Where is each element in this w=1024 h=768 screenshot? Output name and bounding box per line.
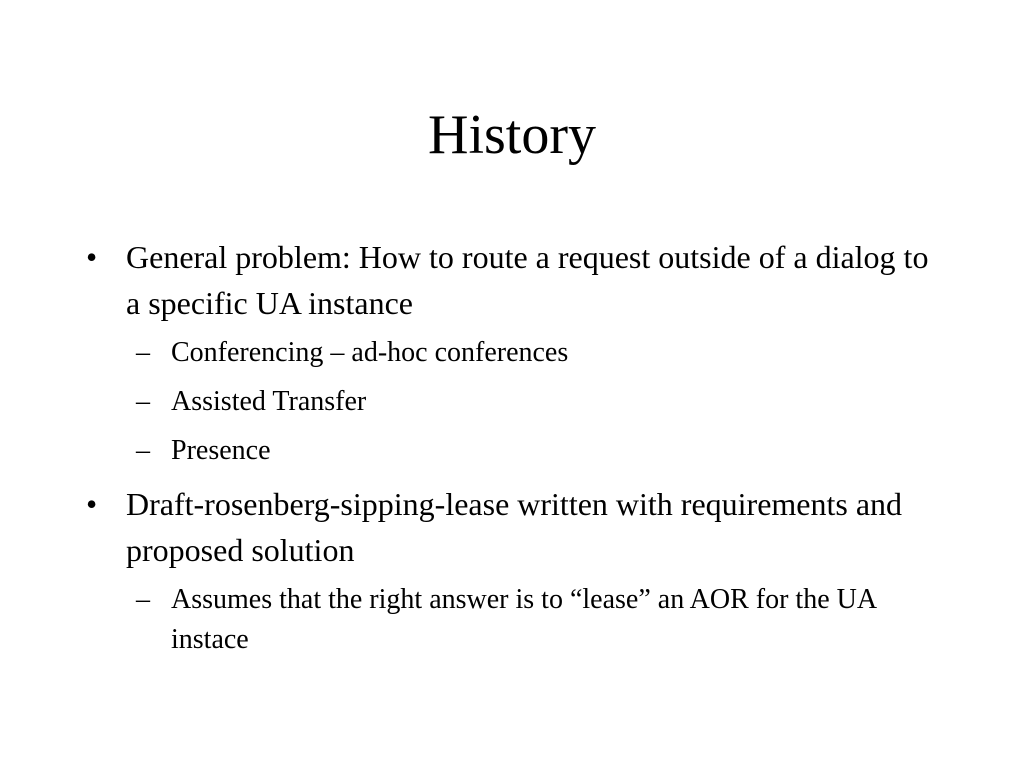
sub-bullet-list	[126, 580, 946, 660]
sub-bullet-text: Presence	[171, 435, 271, 466]
sub-bullet-item	[126, 382, 946, 422]
sub-bullet-item	[126, 431, 946, 471]
dash-marker: –	[136, 584, 150, 615]
sub-bullet-item	[126, 333, 946, 373]
bullet-marker: •	[86, 239, 98, 275]
dash-marker: –	[136, 435, 150, 466]
bullet-list	[86, 234, 946, 670]
bullet-marker: •	[86, 486, 98, 522]
bullet-item-draft	[86, 481, 946, 660]
bullet-text: Draft-rosenberg-sipping-lease written with requirements and proposed solution	[126, 486, 903, 568]
sub-bullet-item	[126, 580, 946, 660]
sub-bullet-text: Assisted Transfer	[171, 386, 367, 417]
sub-bullet-text: Assumes that the right answer is to “lease” an AOR for the UA instace	[171, 584, 876, 655]
sub-bullet-text: Conferencing – ad-hoc conferences	[171, 337, 569, 368]
dash-marker: –	[136, 386, 150, 417]
bullet-text: General problem: How to route a request outside of a dialog to a specific UA instance	[126, 239, 929, 321]
dash-marker: –	[136, 337, 150, 368]
bullet-item-general-problem	[86, 234, 946, 471]
sub-bullet-list	[126, 333, 946, 471]
slide-title: History	[428, 104, 596, 166]
